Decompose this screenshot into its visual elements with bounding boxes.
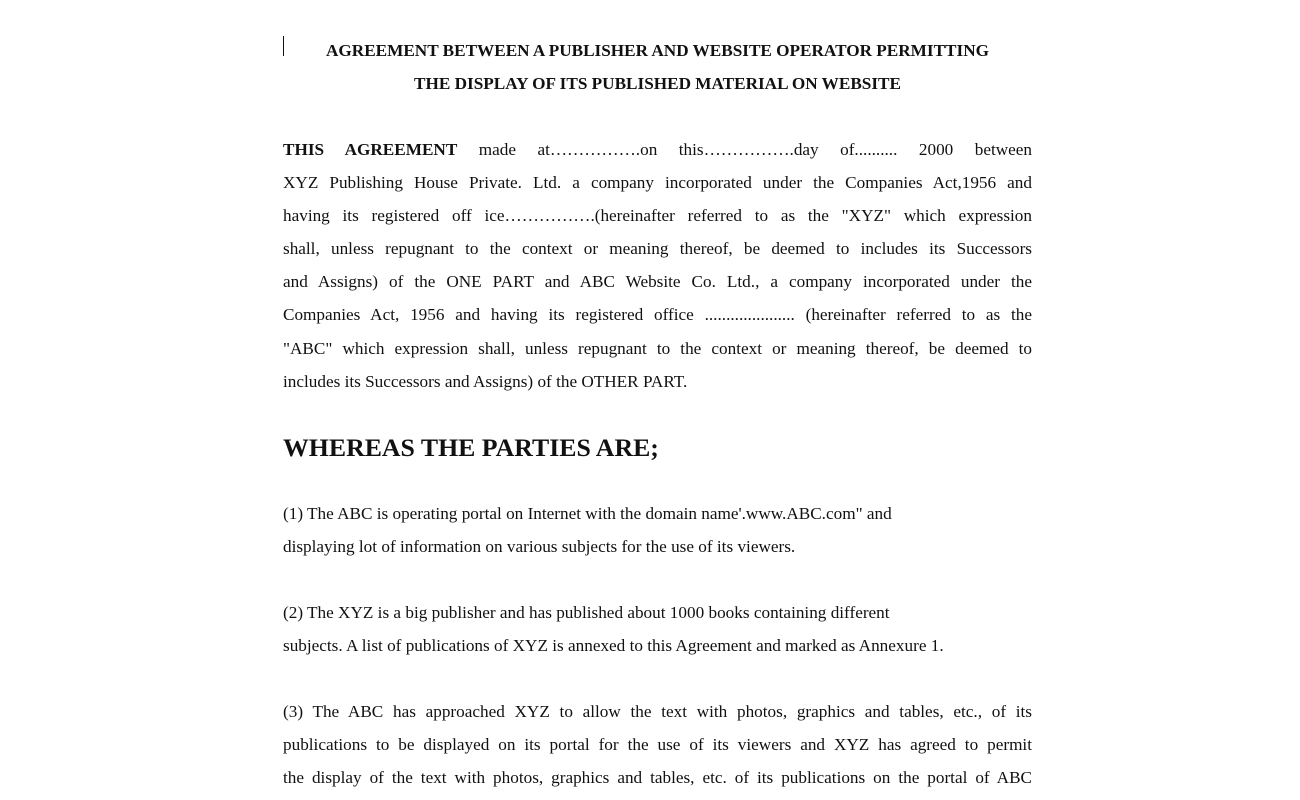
intro-line: shall, unless repugnant to the context or meaning thereof, be deemed to includes its Successors xyxy=(283,239,1032,259)
intro-line-text: made at…………….on this…………….day of.......... 2000 between xyxy=(457,140,1032,159)
clause-3-line-2: publications to be displayed on its portal for the use of its viewers and XYZ has agreed to permit xyxy=(283,735,1032,755)
intro-lead: THIS AGREEMENT xyxy=(283,140,458,159)
clause-1-line-2: displaying lot of information on various subjects for the use of its viewers. xyxy=(283,536,796,556)
intro-line: "ABC" which expression shall, unless repugnant to the context or meaning thereof, be deemed to xyxy=(283,338,1032,358)
clause-2-line-2: subjects. A list of publications of XYZ is annexed to this Agreement and marked as Annexure 1. xyxy=(283,636,944,656)
intro-paragraph xyxy=(283,133,1032,398)
clause-3-line-3: the display of the text with photos, graphics and tables, etc. of its publications on the portal of ABC xyxy=(283,768,1032,788)
intro-line: having its registered off ice…………….(hereinafter referred to as the "XYZ" which expression xyxy=(283,206,1032,226)
intro-line: and Assigns) of the ONE PART and ABC Website Co. Ltd., a company incorporated under the xyxy=(283,272,1032,292)
clause-2 xyxy=(283,596,1032,662)
clause-3-line-1: (3) The ABC has approached XYZ to allow the text with photos, graphics and tables, etc., of its xyxy=(283,702,1032,722)
title-line-1: AGREEMENT BETWEEN A PUBLISHER AND WEBSITE OPERATOR PERMITTING xyxy=(326,41,989,60)
whereas-heading: WHEREAS THE PARTIES ARE; xyxy=(283,432,659,462)
clause-3 xyxy=(283,695,1032,794)
clause-2-line-1: (2) The XYZ is a big publisher and has published about 1000 books containing different xyxy=(283,602,890,622)
clause-1-line-1: (1) The ABC is operating portal on Internet with the domain name'.www.ABC.com" and xyxy=(283,503,892,523)
document-title xyxy=(283,0,1032,100)
clause-1 xyxy=(283,497,1032,563)
intro-line: includes its Successors and Assigns) of the OTHER PART. xyxy=(283,371,688,391)
title-line-2: THE DISPLAY OF ITS PUBLISHED MATERIAL ON WEBSITE xyxy=(414,74,901,93)
intro-line xyxy=(283,133,1032,166)
intro-line: Companies Act, 1956 and having its registered office ..................... (hereinafter referred to as the xyxy=(283,305,1032,325)
intro-line: XYZ Publishing House Private. Ltd. a company incorporated under the Companies Act,1956 and xyxy=(283,173,1032,193)
document-body xyxy=(283,0,1032,794)
